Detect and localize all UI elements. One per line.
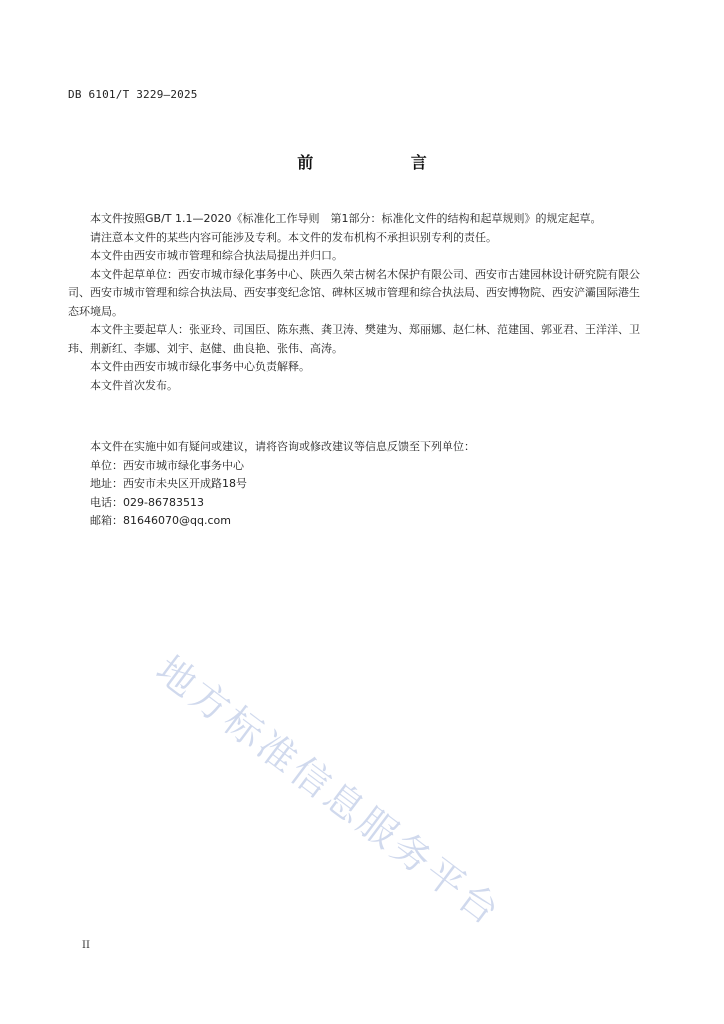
paragraph-main-drafters: 本文件主要起草人：张亚玲、司国臣、陈东燕、龚卫涛、樊建为、郑丽娜、赵仁林、范建国、郭亚君、王洋洋、卫玮、荆新红、李娜、刘宇、赵健、曲良艳、张伟、高涛。 [68, 323, 640, 355]
contact-phone: 电话：029-86783513 [90, 495, 204, 509]
contact-address: 地址：西安市未央区开成路18号 [90, 477, 247, 490]
section-title: 前 言 [297, 153, 473, 172]
foreword-body [68, 210, 640, 395]
paragraph-drafting-units: 本文件起草单位：西安市城市绿化事务中心、陕西久荣古树名木保护有限公司、西安市古建园林设计研究院有限公司、西安市城市管理和综合执法局、西安事变纪念馆、碑林区城市管理和综合执法局、西安博物院、西安浐灞国际港生态环境局。 [68, 267, 640, 318]
contact-block [90, 438, 475, 531]
document-code: DB 6101/T 3229—2025 [68, 88, 198, 101]
paragraph-proposer: 本文件由西安市城市管理和综合执法局提出并归口。 [90, 249, 343, 262]
paragraph-first-release: 本文件首次发布。 [90, 378, 178, 392]
contact-email: 邮箱：81646070@qq.com [90, 514, 231, 527]
contact-intro: 本文件在实施中如有疑问或建议，请将咨询或修改建议等信息反馈至下列单位： [90, 440, 475, 453]
watermark: 地方标准信息服务平台 [148, 647, 511, 936]
paragraph-standard-basis: 本文件按照GB/T 1.1—2020《标准化工作导则 第1部分：标准化文件的结构和起草规则》的规定起草。 [90, 212, 602, 225]
page-number: II [82, 940, 90, 951]
contact-unit: 单位：西安市城市绿化事务中心 [90, 458, 244, 472]
paragraph-patent-notice: 请注意本文件的某些内容可能涉及专利。本文件的发布机构不承担识别专利的责任。 [90, 230, 497, 244]
paragraph-interpretation: 本文件由西安市城市绿化事务中心负责解释。 [90, 360, 310, 373]
